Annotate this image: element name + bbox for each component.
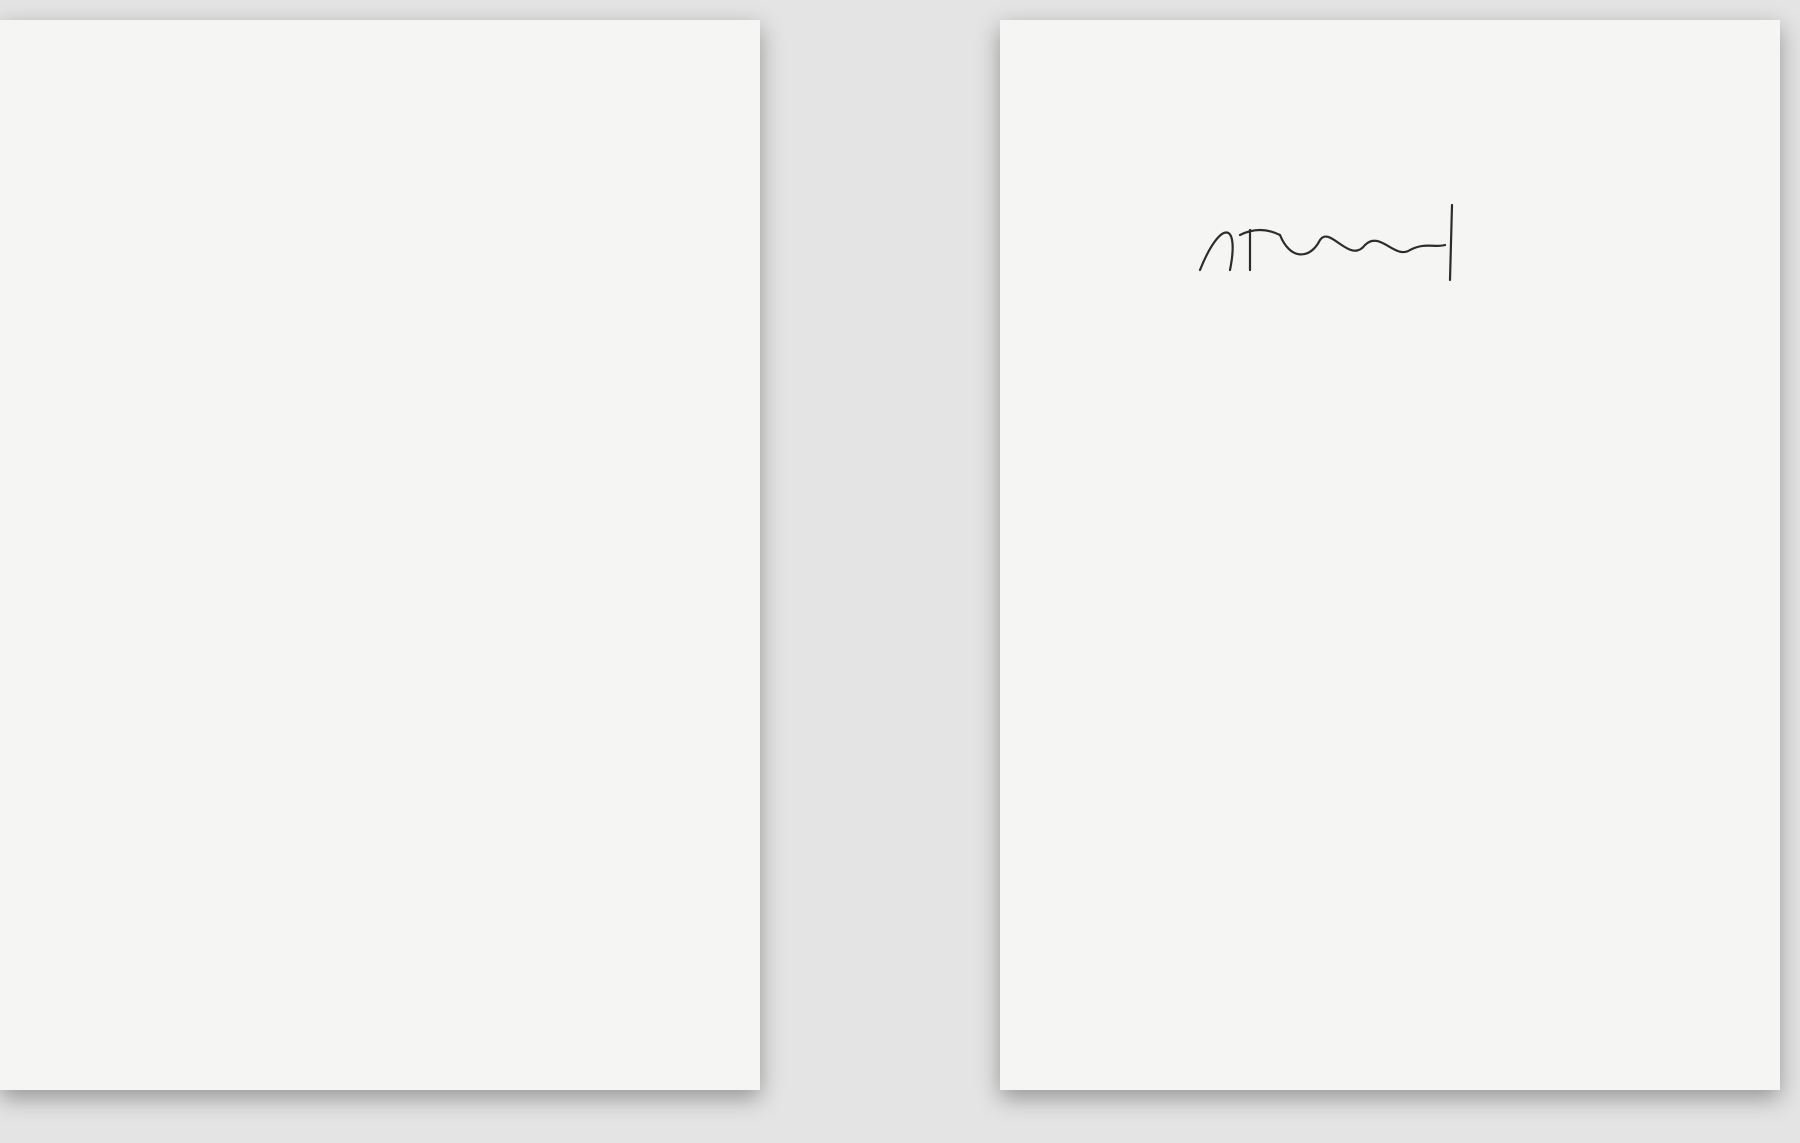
left-page (0, 20, 760, 1090)
right-page (1000, 20, 1780, 1090)
handwritten-signature-icon (1190, 200, 1470, 290)
signature-block (1160, 200, 1710, 290)
